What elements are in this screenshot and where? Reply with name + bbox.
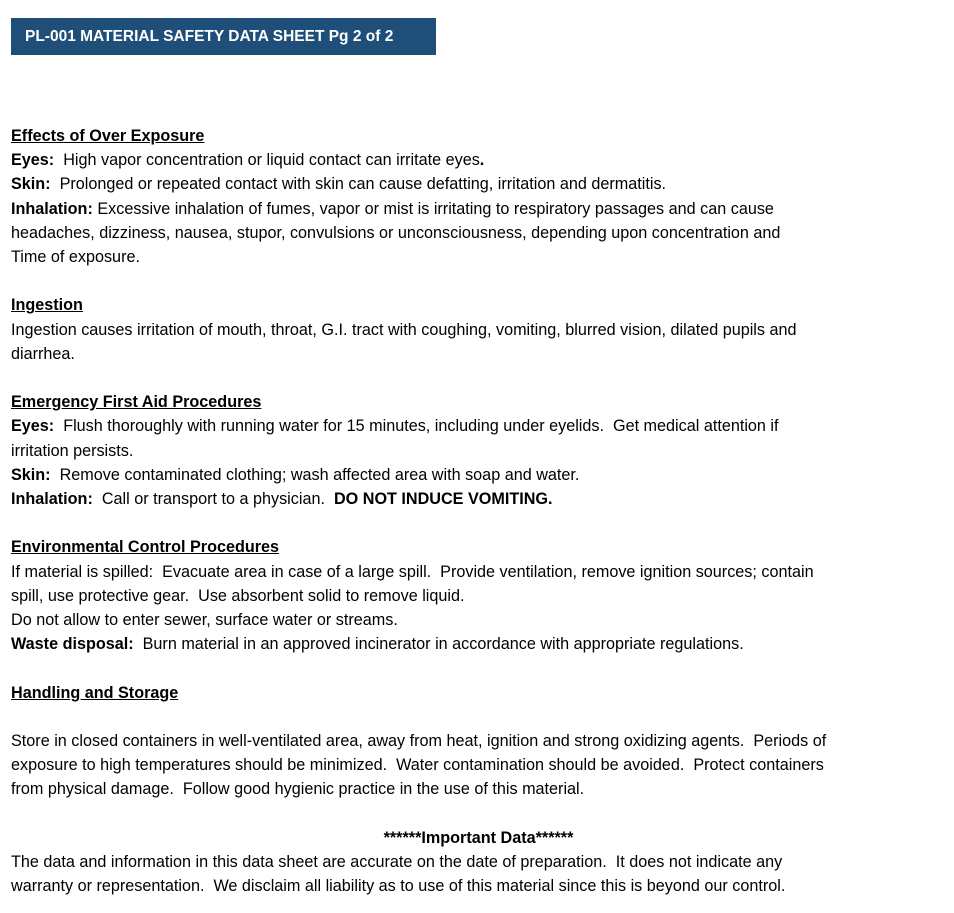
handling-line-1: Store in closed containers in well-ventilated area, away from heat, ignition and strong oxidizing agents. Periods of <box>11 732 827 750</box>
environmental-line-1: If material is spilled: Evacuate area in case of a large spill. Provide ventilation, remove ignition sources; contain <box>11 562 814 581</box>
effects-eyes-line <box>11 148 946 172</box>
eyes-text: Flush thoroughly with running water for 15 minutes, including under eyelids. Get medical attention if <box>54 417 779 436</box>
environmental-line-3: Do not allow to enter sewer, surface water or streams. <box>11 611 398 630</box>
first-aid-heading: Emergency First Aid Procedures <box>11 393 262 412</box>
inhalation-text: Call or transport to a physician. <box>92 490 334 509</box>
eyes-text: High vapor concentration or liquid contact can irritate eyes <box>54 151 480 170</box>
ingestion-line-1: Ingestion causes irritation of mouth, throat, G.I. tract with coughing, vomiting, blurred vision, dilated pupils and <box>11 320 797 339</box>
first-aid-skin-line <box>11 463 946 487</box>
vomiting-warning: DO NOT INDUCE VOMITING. <box>333 490 553 509</box>
first-aid-eyes-line <box>11 414 946 438</box>
effects-heading: Effects of Over Exposure <box>11 127 205 145</box>
inhalation-text: Excessive inhalation of fumes, vapor or mist is irritating to respiratory passages and can cause <box>92 199 774 218</box>
ingestion-heading: Ingestion <box>11 296 83 315</box>
eyes-label: Eyes: <box>11 417 55 436</box>
handling-line-3: from physical damage. Follow good hygienic practice in the use of this material. <box>11 780 585 799</box>
handling-line-2: exposure to high temperatures should be minimized. Water contamination should be avoided. Protect containers <box>11 756 824 775</box>
inhalation-label: Inhalation: <box>11 199 93 218</box>
skin-label: Skin: <box>11 465 51 484</box>
skin-text: Remove contaminated clothing; wash affected area with soap and water. <box>50 465 580 484</box>
environmental-line-2: spill, use protective gear. Use absorbent solid to remove liquid. <box>11 586 465 605</box>
first-aid-eyes-line-2: irritation persists. <box>11 441 134 460</box>
waste-label: Waste disposal: <box>11 635 134 654</box>
skin-label: Skin: <box>11 175 51 194</box>
eyes-label: Eyes: <box>11 151 55 170</box>
handling-heading: Handling and Storage <box>11 683 179 702</box>
effects-skin-line <box>11 172 946 196</box>
document-title-banner: PL-001 MATERIAL SAFETY DATA SHEET Pg 2 of 2 <box>11 18 436 55</box>
waste-disposal-line <box>11 632 946 656</box>
effects-inhalation-line-3: Time of exposure. <box>11 248 140 267</box>
effects-inhalation-line <box>11 197 946 221</box>
effects-inhalation-line-2: headaches, dizziness, nausea, stupor, convulsions or unconsciousness, depending upon concentration and <box>11 223 781 242</box>
waste-text: Burn material in an approved incinerator in accordance with appropriate regulations. <box>133 635 744 654</box>
important-data-title: ******Important Data****** <box>383 828 574 847</box>
first-aid-inhalation-line <box>11 487 946 511</box>
important-line-2: warranty or representation. We disclaim all liability as to use of this material since this is beyond our control. <box>11 877 786 896</box>
ingestion-line-2: diarrhea. <box>11 344 75 363</box>
environmental-heading: Environmental Control Procedures <box>11 538 280 557</box>
eyes-period: . <box>479 151 485 170</box>
inhalation-label: Inhalation: <box>11 490 93 509</box>
important-line-1: The data and information in this data sheet are accurate on the date of preparation. It does not indicate any <box>11 853 783 871</box>
msds-content <box>11 124 946 898</box>
skin-text: Prolonged or repeated contact with skin can cause defatting, irritation and dermatitis. <box>50 175 667 194</box>
